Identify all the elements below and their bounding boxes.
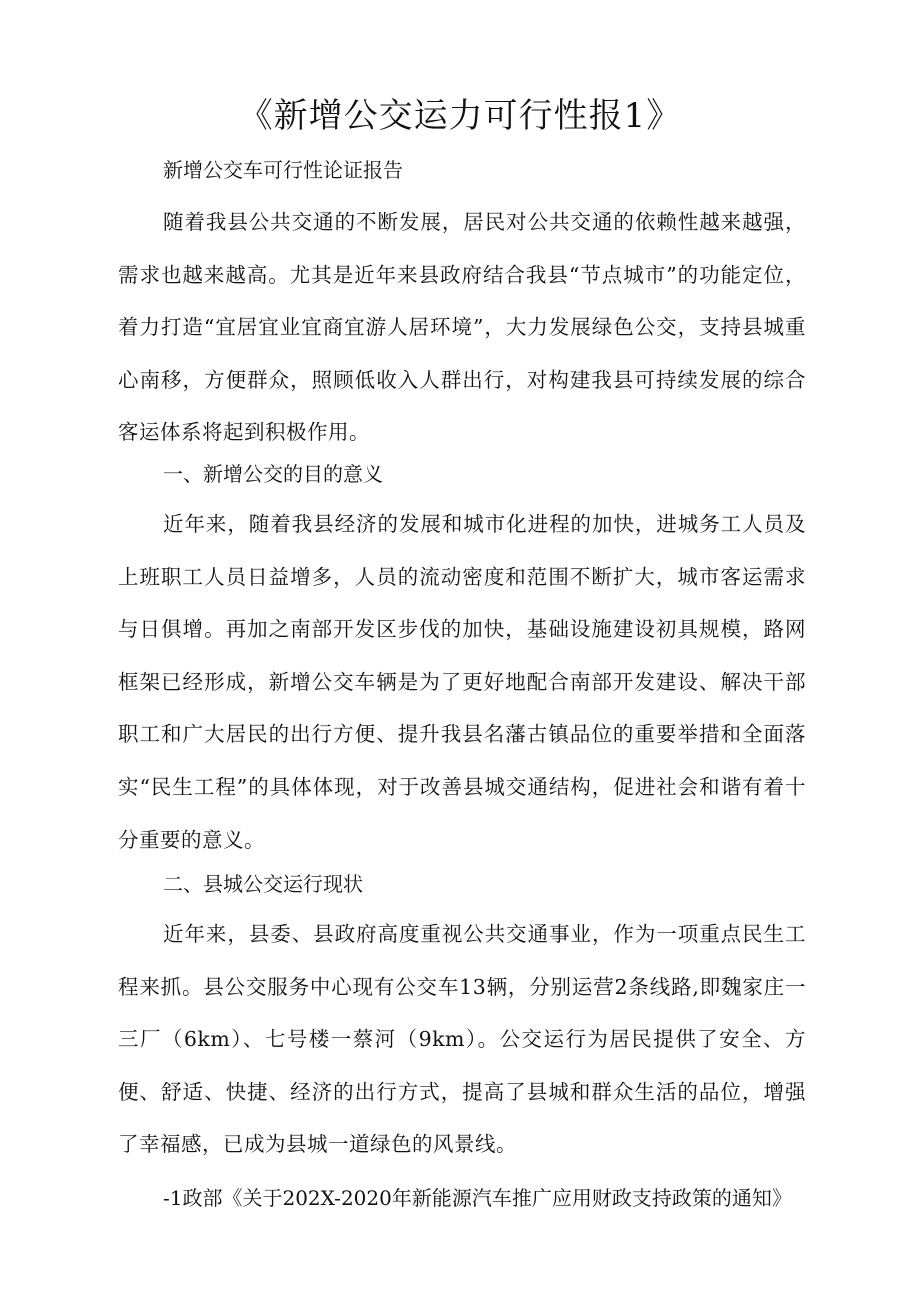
- section-heading-status: 二、县城公交运行现状: [163, 872, 363, 896]
- document-subtitle: 新增公交车可行性论证报告: [163, 158, 403, 182]
- paragraph-intro: 随着我县公共交通的不断发展，居民对公共交通的依赖性越来越强，需求也越来越高。尤其是近年来县政府结合我县“节点城市”的功能定位，着力打造“宜居宜业宜商宜游人居环境”，大力发展绿色公交，支持县城重心南移，方便群众，照顾低收入人群出行，对构建我县可持续发展的综合客运体系将起到积极作用。: [118, 210, 806, 445]
- footnote: -1政部《关于202X-2020年新能源汽车推广应用财政支持政策的通知》: [163, 1186, 792, 1210]
- paragraph-status: 近年来，县委、县政府高度重视公共交通事业，作为一项重点民生工程来抓。县公交服务中心现有公交车13辆，分别运营2条线路,即魏家庄一三厂（6km）、七号楼一蔡河（9km）。公交运行为居民提供了安全、方便、舒适、快捷、经济的出行方式，提高了县城和群众生活的品位，增强了幸福感，已成为县城一道绿色的风景线。: [118, 922, 806, 1157]
- paragraph-purpose: 近年来，随着我县经济的发展和城市化进程的加快，进城务工人员及上班职工人员日益增多，人员的流动密度和范围不断扩大，城市客运需求与日俱增。再加之南部开发区步伐的加快，基础设施建设初具规模，路网框架已经形成，新增公交车辆是为了更好地配合南部开发建设、解决干部职工和广大居民的出行方便、提升我县名藩古镇品位的重要举措和全面落实“民生工程”的具体体现，对于改善县城交通结构，促进社会和谐有着十分重要的意义。: [118, 512, 806, 852]
- document-title: 《新增公交运力可行性报1》: [238, 96, 682, 136]
- section-heading-purpose: 一、新增公交的目的意义: [163, 462, 383, 486]
